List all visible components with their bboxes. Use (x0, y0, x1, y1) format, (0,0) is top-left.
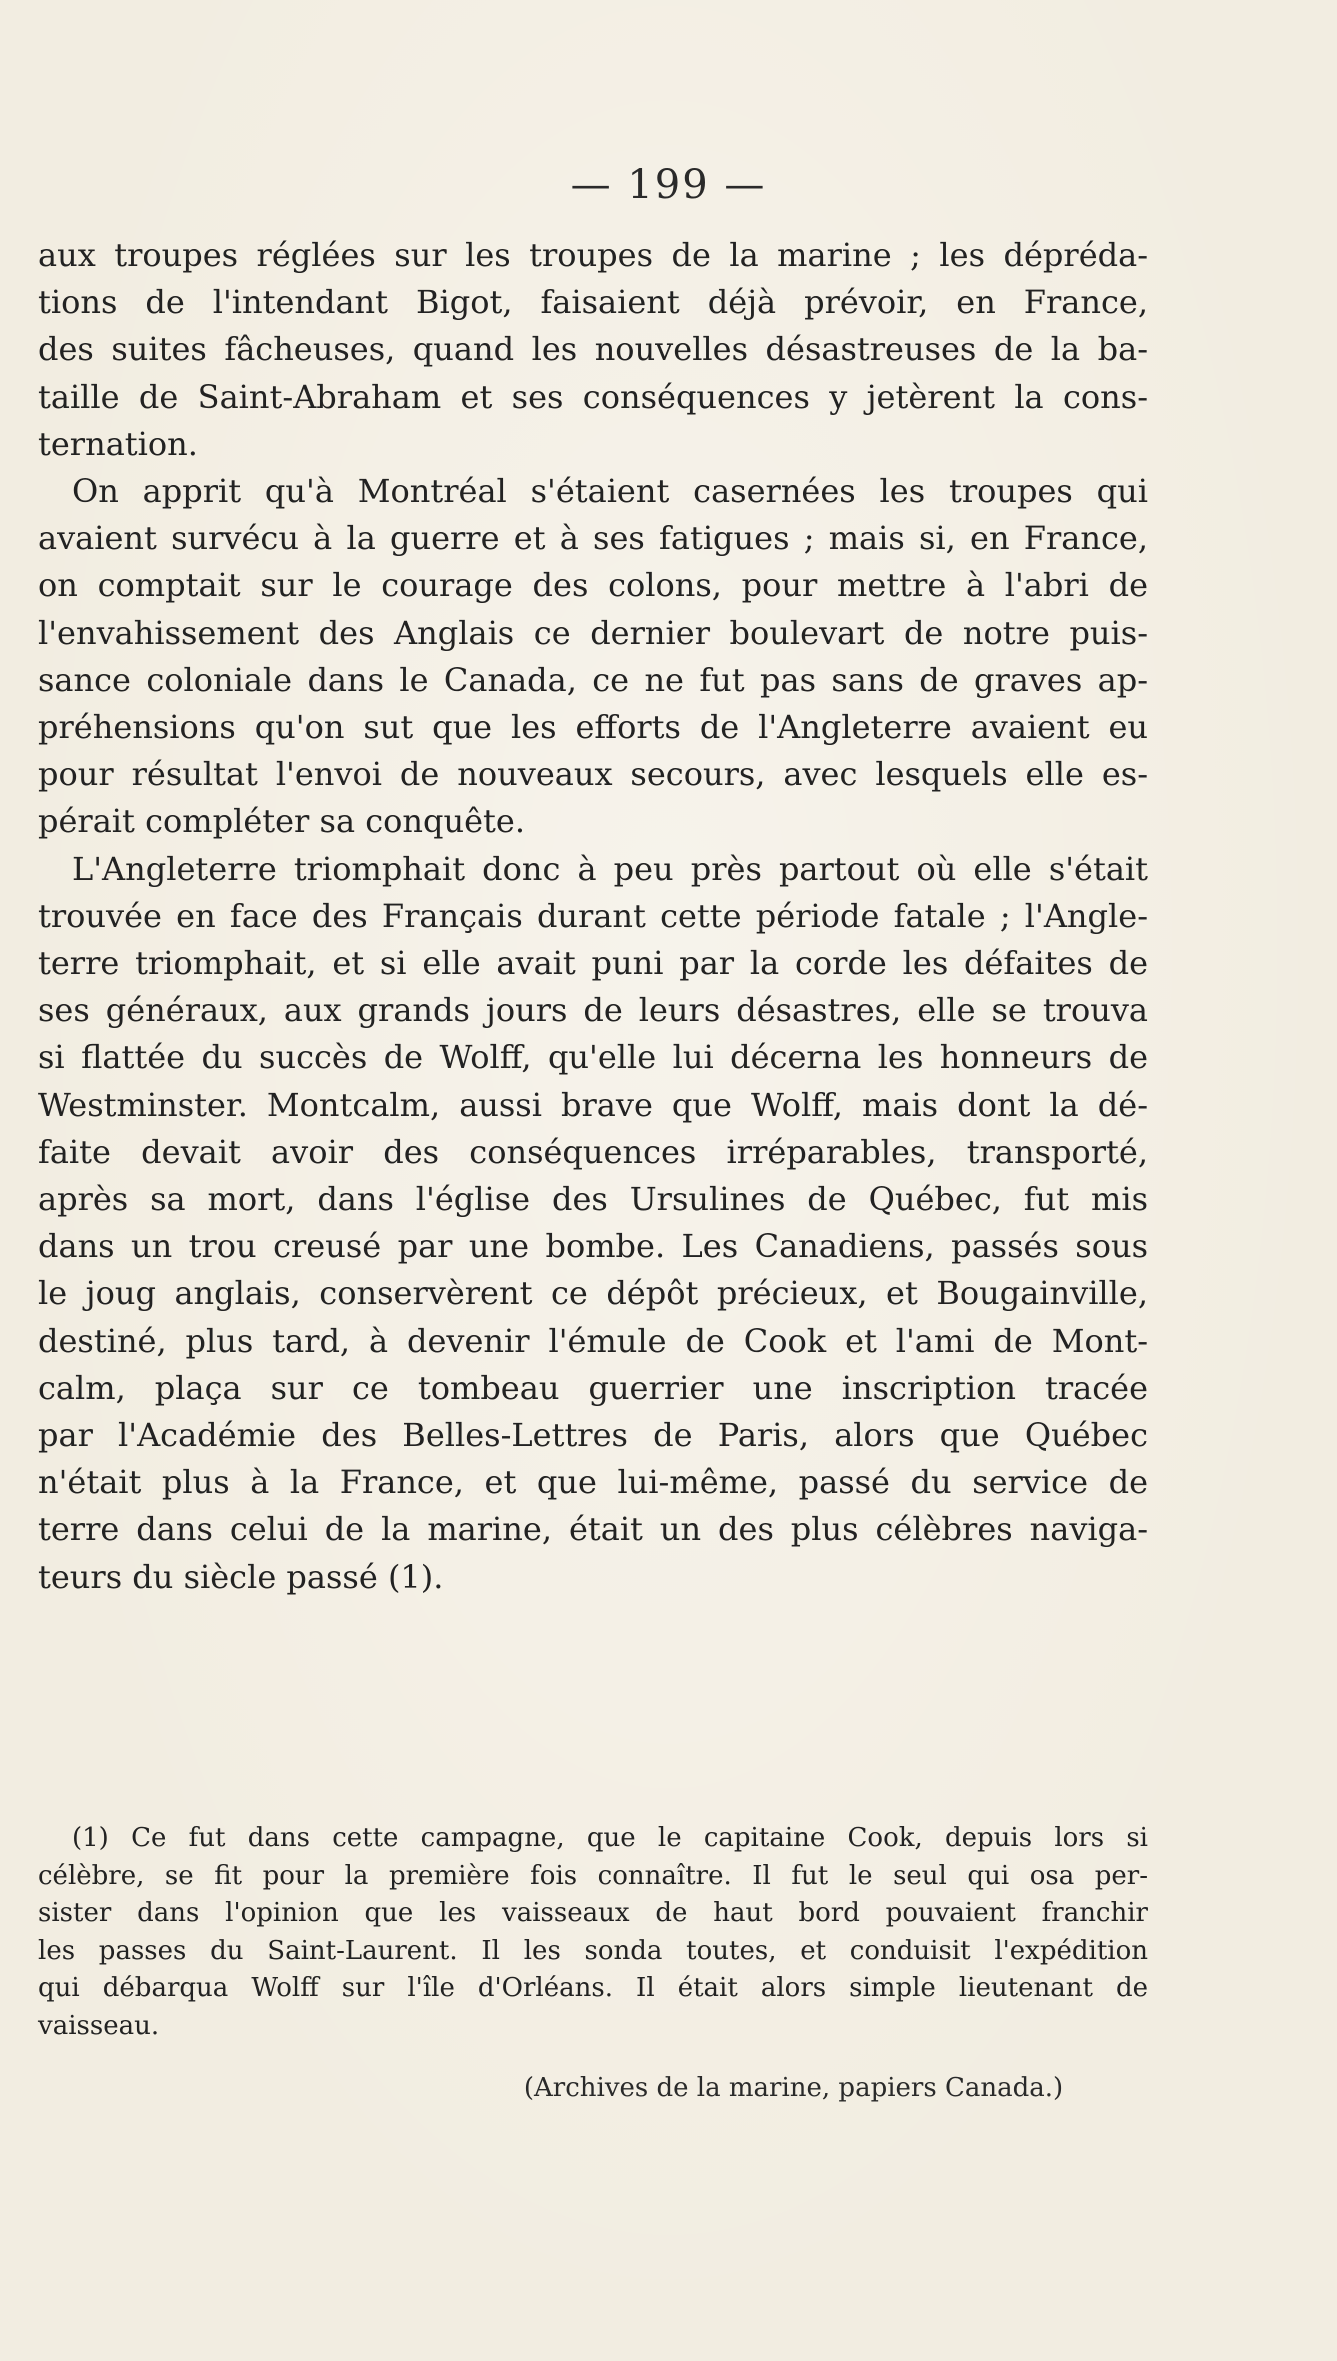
body-line: taille de Saint-Abraham et ses conséquences y jetèrent la cons- (38, 377, 1148, 416)
body-line: on comptait sur le courage des colons, pour mettre à l'abri de (38, 566, 1148, 605)
footnote (38, 1820, 1148, 2045)
body-line: tions de l'intendant Bigot, faisaient déjà prévoir, en France, (38, 283, 1148, 322)
body-line: pour résultat l'envoi de nouveaux secours, avec lesquels elle es- (38, 755, 1148, 794)
page-number: — 199 — (570, 162, 767, 208)
body-line: après sa mort, dans l'église des Ursulines de Québec, fut mis (38, 1180, 1148, 1219)
footnote-line: qui débarqua Wolff sur l'île d'Orléans. Il était alors simple lieutenant de (38, 1973, 1148, 2003)
footnote-line: célèbre, se fit pour la première fois connaître. Il fut le seul qui osa per- (38, 1860, 1148, 1891)
body-text (38, 232, 1148, 1601)
body-line: sance coloniale dans le Canada, ce ne fut pas sans de graves ap- (38, 660, 1148, 699)
body-line: trouvée en face des Français durant cette période fatale ; l'Angle- (38, 896, 1148, 935)
body-line: ses généraux, aux grands jours de leurs désastres, elle se trouva (38, 991, 1148, 1030)
body-line: destiné, plus tard, à devenir l'émule de Cook et l'ami de Mont- (38, 1321, 1148, 1360)
body-line: Westminster. Montcalm, aussi brave que Wolff, mais dont la dé- (38, 1085, 1148, 1124)
body-line: dans un trou creusé par une bombe. Les Canadiens, passés sous (38, 1227, 1148, 1266)
body-line: préhensions qu'on sut que les efforts de l'Angleterre avaient eu (38, 708, 1148, 747)
footnote-line: (1) Ce fut dans cette campagne, que le capitaine Cook, depuis lors si (72, 1823, 1148, 1853)
body-line: terre dans celui de la marine, était un des plus célèbres naviga- (38, 1510, 1148, 1549)
body-line: L'Angleterre triomphait donc à peu près partout où elle s'était (72, 849, 1148, 888)
body-line: On apprit qu'à Montréal s'étaient casernées les troupes qui (72, 472, 1148, 511)
body-line: le joug anglais, conservèrent ce dépôt précieux, et Bougainville, (38, 1274, 1148, 1313)
footnote-line: sister dans l'opinion que les vaisseaux de haut bord pouvaient franchir (38, 1898, 1148, 1928)
body-line: calm, plaça sur ce tombeau guerrier une inscription tracée (38, 1368, 1148, 1407)
body-line: faite devait avoir des conséquences irréparables, transporté, (38, 1132, 1148, 1171)
body-line: l'envahissement des Anglais ce dernier boulevart de notre puis- (38, 613, 1148, 652)
footnote-line: vaisseau. (38, 2010, 160, 2041)
footnote-source: (Archives de la marine, papiers Canada.) (523, 2073, 1064, 2103)
body-line: ternation. (38, 424, 198, 463)
body-line: par l'Académie des Belles-Lettres de Paris, alors que Québec (38, 1416, 1148, 1455)
footnote-line: les passes du Saint-Laurent. Il les sonda toutes, et conduisit l'expédition (38, 1935, 1148, 1966)
body-line: avaient survécu à la guerre et à ses fatigues ; mais si, en France, (38, 519, 1148, 558)
body-line: n'était plus à la France, et que lui-même, passé du service de (38, 1463, 1148, 1502)
body-line: aux troupes réglées sur les troupes de la marine ; les dépréda- (38, 236, 1148, 274)
body-line: teurs du siècle passé (1). (38, 1557, 444, 1596)
body-line: pérait compléter sa conquête. (38, 802, 525, 841)
body-line: terre triomphait, et si elle avait puni par la corde les défaites de (38, 944, 1148, 983)
body-line: des suites fâcheuses, quand les nouvelles désastreuses de la ba- (38, 330, 1148, 369)
body-line: si flattée du succès de Wolff, qu'elle lui décerna les honneurs de (38, 1038, 1148, 1077)
